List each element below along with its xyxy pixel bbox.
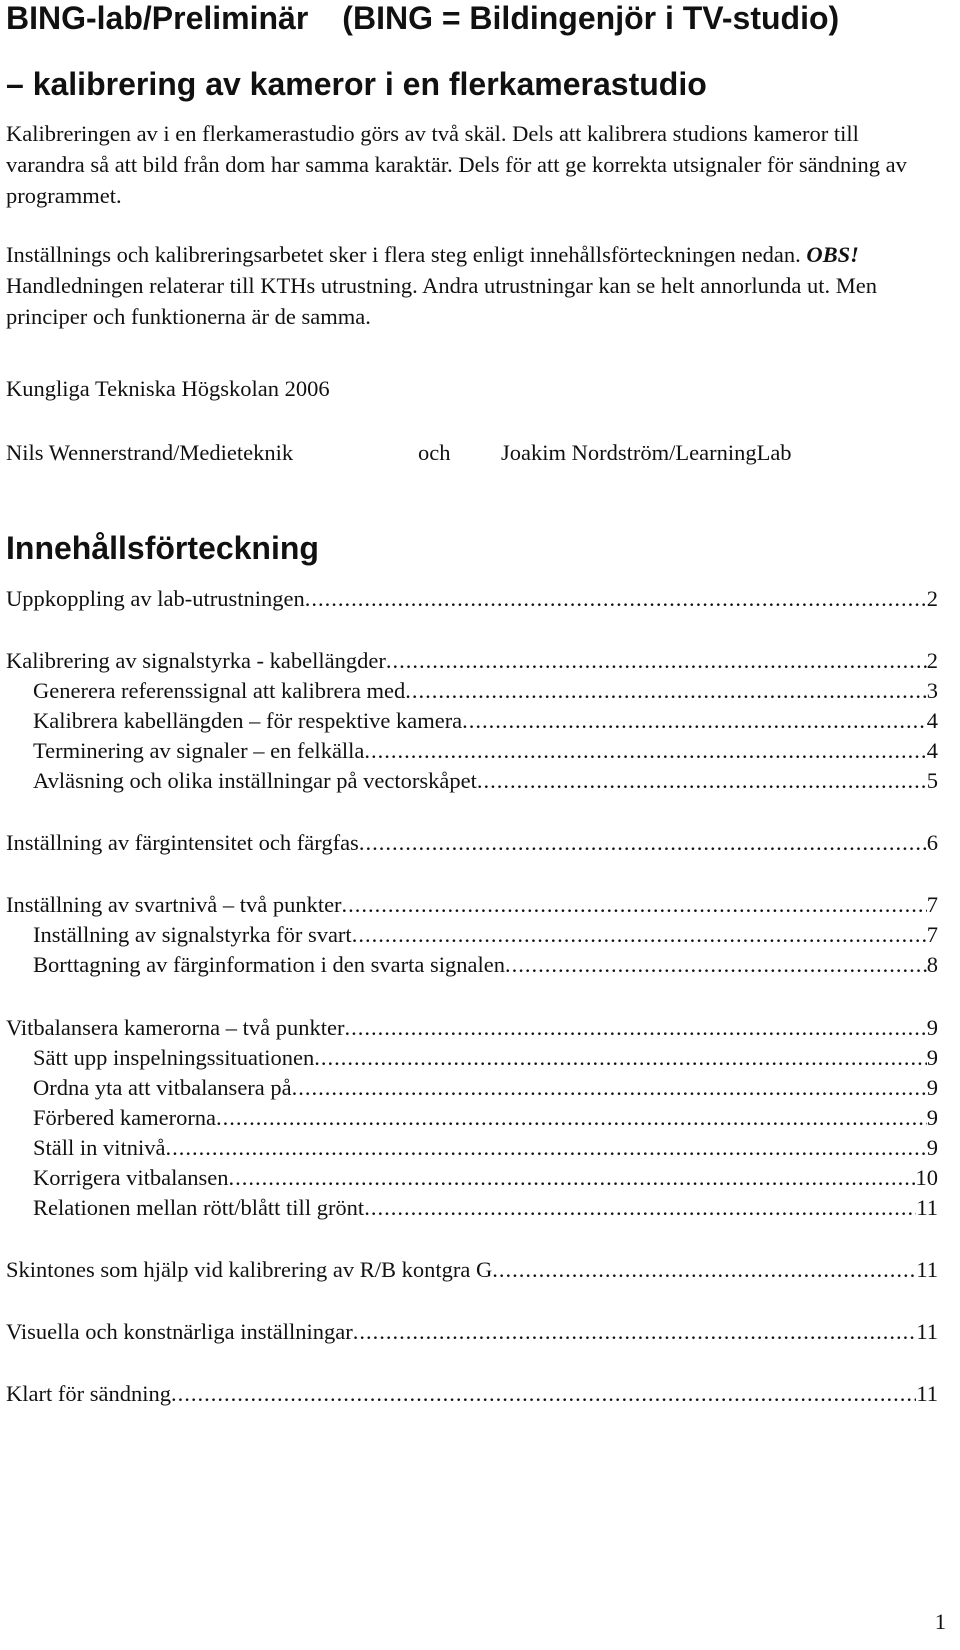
toc-entry-title: Inställning av svartnivå – två punkter (6, 892, 342, 917)
toc-dot-leader (305, 583, 927, 614)
toc-entry-page: 2 (926, 586, 938, 611)
toc-dot-leader (229, 1162, 916, 1193)
toc-entry-title: Generera referenssignal att kalibrera med (33, 678, 406, 703)
document-title-subtitle: (BING = Bildingenjör i TV-studio) (342, 0, 840, 36)
toc-entry-title: Borttagning av färginformation i den svarta signalen (33, 952, 505, 977)
toc-dot-leader (345, 1012, 927, 1043)
toc-entry-title: Ställ in vitnivå (33, 1135, 166, 1160)
toc-subentry[interactable] (33, 1192, 938, 1223)
toc-entry-title: Terminering av signaler – en felkälla (33, 738, 365, 763)
toc-entry-page: 9 (926, 1135, 938, 1160)
toc-entry-title: Inställning av färgintensitet och färgfas (6, 830, 359, 855)
toc-entry-page: 4 (926, 708, 938, 733)
toc-subentry[interactable] (33, 1042, 938, 1073)
toc-dot-leader (359, 827, 927, 858)
toc-entry-title: Kalibrera kabellängden – för respektive kamera (33, 708, 463, 733)
toc-entry-page: 11 (916, 1381, 938, 1406)
toc-subentry[interactable] (33, 949, 938, 980)
intro-paragraph-1: Kalibreringen av i en flerkamerastudio görs av två skäl. Dels att kalibrera studions kameror till varandra så att bild från dom har samma karaktär. Dels för att ge korrekta utsignaler för sändning av programmet. (6, 121, 907, 208)
toc-entry-page: 11 (916, 1257, 938, 1282)
toc-entry-title: Uppkoppling av lab-utrustningen (6, 586, 305, 611)
toc-entry-page: 7 (926, 922, 938, 947)
author-1: Nils Wennerstrand/Medieteknik (6, 440, 294, 465)
toc-entry-title: Ordna yta att vitbalansera på (33, 1075, 292, 1100)
toc-entry-title: Skintones som hjälp vid kalibrering av R/B kontgra G (6, 1257, 493, 1282)
institution-line: Kungliga Tekniska Högskolan 2006 (6, 376, 330, 401)
toc-entry[interactable] (6, 827, 938, 858)
toc-entry-page: 11 (916, 1195, 938, 1220)
toc-subentry[interactable] (33, 1132, 938, 1163)
toc-entry-page: 10 (915, 1165, 938, 1190)
document-page (6, 0, 956, 1650)
toc-entry-title: Vitbalansera kamerorna – två punkter (6, 1015, 345, 1040)
toc-entry[interactable] (6, 1012, 938, 1043)
toc-dot-leader (492, 1254, 916, 1285)
toc-heading: Innehållsförteckning (6, 530, 319, 566)
intro-paragraph-2-start: Inställnings och kalibreringsarbetet sker i flera steg enligt innehållsförteckningen nedan. (6, 242, 807, 267)
toc-entry-page: 2 (926, 648, 938, 673)
toc-dot-leader (292, 1072, 927, 1103)
toc-dot-leader (353, 1316, 917, 1347)
toc-dot-leader (386, 645, 927, 676)
toc-entry-page: 11 (916, 1319, 938, 1344)
toc-entry-page: 9 (926, 1105, 938, 1130)
toc-entry-page: 9 (926, 1015, 938, 1040)
toc-dot-leader (364, 735, 926, 766)
toc-dot-leader (505, 949, 927, 980)
toc-entry[interactable] (6, 645, 938, 676)
toc-entry[interactable] (6, 1254, 938, 1285)
toc-entry-title: Visuella och konstnärliga inställningar (6, 1319, 353, 1344)
toc-entry[interactable] (6, 583, 938, 614)
toc-entry-page: 4 (926, 738, 938, 763)
toc-subentry[interactable] (33, 765, 938, 796)
toc-entry-page: 9 (926, 1045, 938, 1070)
toc-entry-title: Förbered kamerorna (33, 1105, 217, 1130)
toc-dot-leader (352, 919, 927, 950)
toc-entry-title: Korrigera vitbalansen (33, 1165, 229, 1190)
toc-entry[interactable] (6, 1378, 938, 1409)
author-2: Joakim Nordström/LearningLab (501, 440, 792, 465)
toc-entry-title: Klart för sändning (6, 1381, 171, 1406)
toc-dot-leader (171, 1378, 916, 1409)
toc-subentry[interactable] (33, 735, 938, 766)
toc-entry-title: Sätt upp inspelningssituationen (33, 1045, 315, 1070)
toc-dot-leader (364, 1192, 916, 1223)
toc-dot-leader (166, 1132, 927, 1163)
toc-entry-page: 3 (926, 678, 938, 703)
toc-entry[interactable] (6, 1316, 938, 1347)
toc-dot-leader (462, 705, 927, 736)
intro-paragraph-2-end: Handledningen relaterar till KTHs utrustning. Andra utrustningar kan se helt annorlunda ut. Men principer och funktionerna är de samma. (6, 273, 878, 329)
toc-subentry[interactable] (33, 705, 938, 736)
toc-subentry[interactable] (33, 1072, 938, 1103)
toc-entry-page: 5 (926, 768, 938, 793)
toc-entry-title: Relationen mellan rött/blått till grönt (33, 1195, 365, 1220)
page-number: 1 (934, 1609, 946, 1634)
toc-subentry[interactable] (33, 919, 938, 950)
toc-dot-leader (314, 1042, 927, 1073)
toc-dot-leader (477, 765, 927, 796)
toc-entry-title: Avläsning och olika inställningar på vectorskåpet (33, 768, 477, 793)
document-title-main: BING-lab/Preliminär (6, 0, 309, 36)
toc-subentry[interactable] (33, 1102, 938, 1133)
toc-subentry[interactable] (33, 675, 938, 706)
toc-dot-leader (216, 1102, 927, 1133)
toc-entry[interactable] (6, 889, 938, 920)
authors-conjunction: och (418, 440, 451, 465)
toc-entry-page: 8 (926, 952, 938, 977)
document-title-line-2: – kalibrering av kameror i en flerkamerastudio (6, 66, 707, 102)
toc-entry-title: Inställning av signalstyrka för svart (33, 922, 352, 947)
toc-subentry[interactable] (33, 1162, 938, 1193)
toc-entry-page: 7 (926, 892, 938, 917)
toc-dot-leader (342, 889, 927, 920)
toc-entry-page: 6 (926, 830, 938, 855)
obs-note: OBS! (806, 242, 859, 267)
toc-dot-leader (405, 675, 926, 706)
toc-entry-page: 9 (926, 1075, 938, 1100)
table-of-contents (6, 0, 956, 1650)
toc-entry-title: Kalibrering av signalstyrka - kabellängder (6, 648, 386, 673)
